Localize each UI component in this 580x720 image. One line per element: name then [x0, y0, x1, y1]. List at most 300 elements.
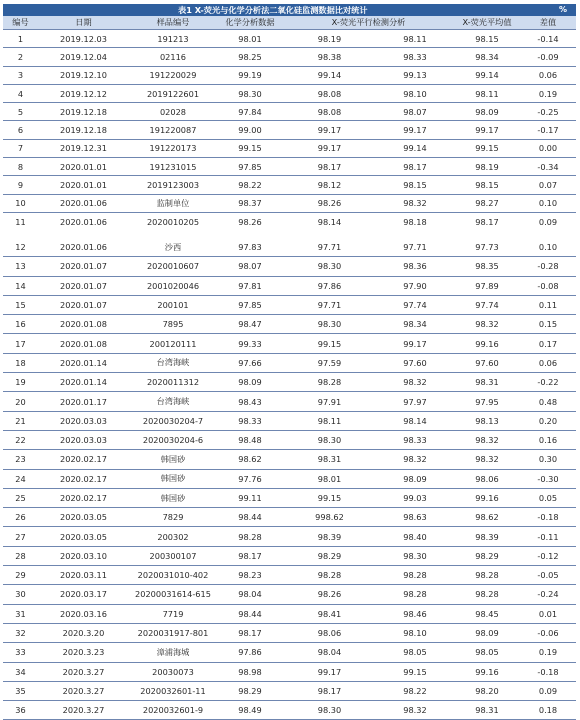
cell-index: 17	[3, 334, 38, 353]
cell-xrf-mean: 98.32	[454, 315, 520, 334]
cell-xrf-mean: 98.15	[454, 176, 520, 194]
cell-sample-id: 韩国砂	[129, 488, 217, 507]
cell-difference: 0.05	[520, 488, 576, 507]
cell-xrf-2: 98.40	[376, 527, 454, 546]
cell-xrf-1: 98.08	[283, 84, 376, 102]
cell-date: 2020.03.03	[38, 411, 129, 430]
cell-difference: -0.30	[520, 469, 576, 488]
cell-chemical: 97.84	[217, 103, 283, 121]
cell-date: 2020.03.11	[38, 566, 129, 585]
cell-index: 13	[3, 257, 38, 276]
cell-difference: 0.10	[520, 238, 576, 257]
table-row	[3, 334, 576, 353]
table-row	[3, 139, 576, 157]
cell-index: 31	[3, 604, 38, 623]
cell-xrf-mean: 97.95	[454, 392, 520, 411]
cell-date: 2020.01.08	[38, 334, 129, 353]
cell-sample-id: 02028	[129, 103, 217, 121]
cell-xrf-1: 98.39	[283, 527, 376, 546]
cell-xrf-1: 98.28	[283, 373, 376, 392]
cell-sample-id: 191220029	[129, 66, 217, 84]
cell-sample-id: 191231015	[129, 158, 217, 176]
cell-xrf-2: 98.33	[376, 48, 454, 66]
cell-xrf-mean: 98.31	[454, 373, 520, 392]
cell-xrf-1: 98.31	[283, 450, 376, 469]
cell-xrf-2: 98.32	[376, 701, 454, 720]
cell-date: 2019.12.03	[38, 30, 129, 48]
cell-sample-id: 191213	[129, 30, 217, 48]
cell-date: 2019.12.18	[38, 121, 129, 139]
cell-index: 25	[3, 488, 38, 507]
cell-date: 2020.03.16	[38, 604, 129, 623]
cell-difference: 0.18	[520, 701, 576, 720]
cell-xrf-mean: 98.17	[454, 212, 520, 230]
cell-sample-id: 200302	[129, 527, 217, 546]
cell-difference: 0.48	[520, 392, 576, 411]
cell-xrf-1: 98.04	[283, 643, 376, 662]
table-title: 表1 X-荧光与化学分析法二氧化硅监测数据比对统计	[178, 5, 368, 15]
cell-index: 23	[3, 450, 38, 469]
cell-index: 29	[3, 566, 38, 585]
table-row	[3, 194, 576, 212]
cell-sample-id: 沙西	[129, 238, 217, 257]
cell-xrf-2: 98.32	[376, 194, 454, 212]
cell-xrf-1: 97.86	[283, 276, 376, 295]
cell-xrf-mean: 99.16	[454, 488, 520, 507]
table-row	[3, 176, 576, 194]
cell-date: 2020.01.17	[38, 392, 129, 411]
cell-date: 2020.3.20	[38, 623, 129, 642]
cell-sample-id: 02116	[129, 48, 217, 66]
cell-xrf-mean: 98.11	[454, 84, 520, 102]
table-row	[3, 662, 576, 681]
cell-sample-id: 2020032601-9	[129, 701, 217, 720]
cell-xrf-2: 98.34	[376, 315, 454, 334]
cell-xrf-1: 98.41	[283, 604, 376, 623]
cell-xrf-2: 99.15	[376, 662, 454, 681]
cell-date: 2020.03.05	[38, 508, 129, 527]
cell-index: 3	[3, 66, 38, 84]
cell-difference: 0.06	[520, 353, 576, 372]
cell-xrf-1: 98.30	[283, 315, 376, 334]
cell-chemical: 98.48	[217, 430, 283, 449]
cell-chemical: 98.22	[217, 176, 283, 194]
cell-xrf-mean: 98.31	[454, 701, 520, 720]
cell-xrf-1: 99.15	[283, 488, 376, 507]
cell-xrf-mean: 98.32	[454, 430, 520, 449]
cell-difference: -0.18	[520, 662, 576, 681]
cell-difference: -0.34	[520, 158, 576, 176]
cell-xrf-2: 98.14	[376, 411, 454, 430]
cell-xrf-1: 98.38	[283, 48, 376, 66]
cell-date: 2019.12.10	[38, 66, 129, 84]
cell-chemical: 97.86	[217, 643, 283, 662]
cell-chemical: 98.26	[217, 212, 283, 230]
cell-xrf-1: 98.29	[283, 546, 376, 565]
table-row	[3, 158, 576, 176]
cell-difference: 0.20	[520, 411, 576, 430]
cell-xrf-mean: 98.27	[454, 194, 520, 212]
table-row	[3, 623, 576, 642]
cell-xrf-mean: 99.14	[454, 66, 520, 84]
cell-chemical: 98.23	[217, 566, 283, 585]
cell-difference: 0.00	[520, 139, 576, 157]
cell-chemical: 97.83	[217, 238, 283, 257]
cell-xrf-1: 98.30	[283, 257, 376, 276]
cell-xrf-1: 97.59	[283, 353, 376, 372]
cell-xrf-1: 98.30	[283, 701, 376, 720]
cell-xrf-mean: 98.09	[454, 623, 520, 642]
table-row	[3, 315, 576, 334]
cell-sample-id: 7719	[129, 604, 217, 623]
table-row	[3, 295, 576, 314]
cell-xrf-2: 97.74	[376, 295, 454, 314]
cell-xrf-2: 98.30	[376, 546, 454, 565]
cell-chemical: 99.33	[217, 334, 283, 353]
cell-difference: -0.09	[520, 48, 576, 66]
cell-xrf-2: 98.10	[376, 623, 454, 642]
cell-sample-id: 2020031010-402	[129, 566, 217, 585]
cell-index: 8	[3, 158, 38, 176]
cell-xrf-mean: 97.73	[454, 238, 520, 257]
cell-xrf-1: 99.17	[283, 121, 376, 139]
cell-chemical: 98.44	[217, 604, 283, 623]
cell-chemical: 98.62	[217, 450, 283, 469]
cell-xrf-1: 98.17	[283, 158, 376, 176]
cell-xrf-1: 98.06	[283, 623, 376, 642]
cell-sample-id: 2020031917-801	[129, 623, 217, 642]
cell-xrf-2: 99.14	[376, 139, 454, 157]
cell-xrf-mean: 98.15	[454, 30, 520, 48]
cell-date: 2020.02.17	[38, 469, 129, 488]
cell-xrf-mean: 98.29	[454, 546, 520, 565]
cell-sample-id: 2020030204-6	[129, 430, 217, 449]
cell-chemical: 98.29	[217, 681, 283, 700]
cell-sample-id: 韩国砂	[129, 450, 217, 469]
cell-xrf-1: 98.14	[283, 212, 376, 230]
cell-date: 2019.12.31	[38, 139, 129, 157]
cell-chemical: 97.76	[217, 469, 283, 488]
cell-date: 2020.02.17	[38, 450, 129, 469]
cell-xrf-mean: 98.28	[454, 585, 520, 604]
table-row	[3, 566, 576, 585]
cell-index: 36	[3, 701, 38, 720]
cell-xrf-2: 98.46	[376, 604, 454, 623]
cell-xrf-1: 98.12	[283, 176, 376, 194]
cell-difference: 0.07	[520, 176, 576, 194]
cell-sample-id: 2020010205	[129, 212, 217, 230]
cell-xrf-2: 98.15	[376, 176, 454, 194]
cell-sample-id: 200120111	[129, 334, 217, 353]
cell-difference: -0.28	[520, 257, 576, 276]
table-row	[3, 681, 576, 700]
cell-xrf-mean: 98.32	[454, 450, 520, 469]
cell-index: 7	[3, 139, 38, 157]
cell-sample-id: 台湾海峡	[129, 392, 217, 411]
cell-xrf-2: 98.07	[376, 103, 454, 121]
cell-date: 2020.3.27	[38, 701, 129, 720]
cell-date: 2020.01.07	[38, 257, 129, 276]
cell-index: 4	[3, 84, 38, 102]
header-xrf-mean: X-荧光平均值	[454, 16, 520, 30]
cell-chemical: 99.00	[217, 121, 283, 139]
cell-xrf-2: 98.17	[376, 158, 454, 176]
cell-xrf-2: 98.32	[376, 373, 454, 392]
cell-sample-id: 191220087	[129, 121, 217, 139]
cell-date: 2020.01.08	[38, 315, 129, 334]
cell-index: 22	[3, 430, 38, 449]
cell-sample-id: 2020010607	[129, 257, 217, 276]
cell-difference: -0.18	[520, 508, 576, 527]
cell-xrf-2: 98.18	[376, 212, 454, 230]
cell-xrf-1: 99.14	[283, 66, 376, 84]
table-row	[3, 546, 576, 565]
cell-index: 33	[3, 643, 38, 662]
cell-xrf-2: 98.11	[376, 30, 454, 48]
table-row	[3, 392, 576, 411]
cell-index: 14	[3, 276, 38, 295]
cell-xrf-mean: 98.09	[454, 103, 520, 121]
cell-chemical: 97.85	[217, 295, 283, 314]
table-row	[3, 373, 576, 392]
cell-date: 2019.12.12	[38, 84, 129, 102]
cell-date: 2020.3.23	[38, 643, 129, 662]
table-row	[3, 30, 576, 48]
cell-sample-id: 2020032601-11	[129, 681, 217, 700]
cell-sample-id: 2020011312	[129, 373, 217, 392]
header-sample-id: 样品编号	[129, 16, 217, 30]
cell-index: 32	[3, 623, 38, 642]
cell-xrf-1: 98.26	[283, 194, 376, 212]
cell-date: 2020.01.07	[38, 276, 129, 295]
cell-date: 2020.03.03	[38, 430, 129, 449]
cell-xrf-1: 98.01	[283, 469, 376, 488]
cell-chemical: 98.17	[217, 546, 283, 565]
cell-index: 20	[3, 392, 38, 411]
cell-xrf-2: 98.36	[376, 257, 454, 276]
cell-index: 5	[3, 103, 38, 121]
cell-difference: -0.12	[520, 546, 576, 565]
cell-chemical: 98.01	[217, 30, 283, 48]
table-row	[3, 276, 576, 295]
cell-difference: 0.01	[520, 604, 576, 623]
cell-chemical: 98.07	[217, 257, 283, 276]
cell-chemical: 98.37	[217, 194, 283, 212]
cell-xrf-2: 98.05	[376, 643, 454, 662]
cell-date: 2020.01.14	[38, 373, 129, 392]
table-row	[3, 585, 576, 604]
table-row	[3, 411, 576, 430]
cell-sample-id: 20200031614-615	[129, 585, 217, 604]
cell-xrf-mean: 99.17	[454, 121, 520, 139]
cell-index: 11	[3, 212, 38, 230]
header-difference: 差值	[520, 16, 576, 30]
cell-xrf-mean: 99.16	[454, 334, 520, 353]
cell-xrf-mean: 98.45	[454, 604, 520, 623]
cell-xrf-1: 97.91	[283, 392, 376, 411]
cell-sample-id: 7829	[129, 508, 217, 527]
cell-date: 2020.01.14	[38, 353, 129, 372]
cell-xrf-2: 99.17	[376, 334, 454, 353]
cell-difference: -0.25	[520, 103, 576, 121]
cell-xrf-mean: 98.06	[454, 469, 520, 488]
cell-index: 10	[3, 194, 38, 212]
cell-xrf-2: 98.32	[376, 450, 454, 469]
table-row	[3, 643, 576, 662]
table-row	[3, 353, 576, 372]
cell-index: 28	[3, 546, 38, 565]
cell-difference: -0.06	[520, 623, 576, 642]
cell-sample-id: 台湾海峡	[129, 353, 217, 372]
cell-chemical: 98.30	[217, 84, 283, 102]
table-row	[3, 488, 576, 507]
table-row	[3, 430, 576, 449]
cell-difference: -0.24	[520, 585, 576, 604]
cell-xrf-1: 98.08	[283, 103, 376, 121]
cell-index: 16	[3, 315, 38, 334]
table-row	[3, 84, 576, 102]
cell-difference: 0.09	[520, 681, 576, 700]
cell-index: 18	[3, 353, 38, 372]
cell-index: 12	[3, 238, 38, 257]
cell-xrf-mean: 98.34	[454, 48, 520, 66]
cell-index: 19	[3, 373, 38, 392]
cell-chemical: 98.98	[217, 662, 283, 681]
cell-chemical: 98.25	[217, 48, 283, 66]
cell-difference: 0.09	[520, 212, 576, 230]
cell-index: 34	[3, 662, 38, 681]
cell-xrf-2: 97.60	[376, 353, 454, 372]
cell-date: 2019.12.04	[38, 48, 129, 66]
cell-date: 2020.01.06	[38, 238, 129, 257]
table-row	[3, 48, 576, 66]
cell-difference: -0.11	[520, 527, 576, 546]
cell-xrf-2: 99.03	[376, 488, 454, 507]
cell-chemical: 99.11	[217, 488, 283, 507]
cell-xrf-mean: 98.19	[454, 158, 520, 176]
header-xrf-parallel: X-荧光平行检测分析	[283, 16, 454, 30]
cell-xrf-mean: 98.20	[454, 681, 520, 700]
cell-sample-id: 漳浦海城	[129, 643, 217, 662]
cell-xrf-2: 98.09	[376, 469, 454, 488]
cell-difference: 0.15	[520, 315, 576, 334]
cell-index: 27	[3, 527, 38, 546]
cell-sample-id: 200101	[129, 295, 217, 314]
cell-xrf-2: 98.10	[376, 84, 454, 102]
cell-xrf-2: 98.63	[376, 508, 454, 527]
cell-xrf-2: 98.28	[376, 566, 454, 585]
cell-xrf-1: 97.71	[283, 238, 376, 257]
cell-xrf-mean: 98.28	[454, 566, 520, 585]
cell-chemical: 99.15	[217, 139, 283, 157]
cell-xrf-1: 99.15	[283, 334, 376, 353]
table-row	[3, 450, 576, 469]
cell-index: 6	[3, 121, 38, 139]
unit-label: %	[559, 5, 568, 14]
cell-date: 2020.01.06	[38, 194, 129, 212]
cell-chemical: 97.81	[217, 276, 283, 295]
cell-difference: 0.30	[520, 450, 576, 469]
cell-xrf-mean: 98.13	[454, 411, 520, 430]
cell-sample-id: 韩国砂	[129, 469, 217, 488]
table-row	[3, 121, 576, 139]
cell-xrf-mean: 97.74	[454, 295, 520, 314]
cell-xrf-2: 98.22	[376, 681, 454, 700]
cell-chemical: 98.28	[217, 527, 283, 546]
cell-xrf-2: 97.90	[376, 276, 454, 295]
cell-xrf-1: 98.28	[283, 566, 376, 585]
cell-xrf-1: 98.17	[283, 681, 376, 700]
table-row	[3, 469, 576, 488]
cell-date: 2020.01.01	[38, 176, 129, 194]
cell-sample-id: 191220173	[129, 139, 217, 157]
cell-date: 2020.01.06	[38, 212, 129, 230]
table-break	[3, 229, 576, 237]
cell-xrf-1: 98.19	[283, 30, 376, 48]
data-table-part-1	[3, 16, 576, 231]
cell-difference: -0.08	[520, 276, 576, 295]
cell-difference: 0.16	[520, 430, 576, 449]
cell-xrf-1: 97.71	[283, 295, 376, 314]
cell-xrf-2: 98.28	[376, 585, 454, 604]
cell-difference: 0.19	[520, 84, 576, 102]
header-row	[3, 16, 576, 30]
cell-xrf-2: 99.17	[376, 121, 454, 139]
cell-sample-id: 2019122601	[129, 84, 217, 102]
cell-index: 9	[3, 176, 38, 194]
cell-index: 30	[3, 585, 38, 604]
cell-xrf-mean: 99.16	[454, 662, 520, 681]
cell-index: 26	[3, 508, 38, 527]
cell-difference: 0.19	[520, 643, 576, 662]
cell-date: 2020.03.10	[38, 546, 129, 565]
cell-xrf-1: 98.26	[283, 585, 376, 604]
cell-xrf-2: 98.33	[376, 430, 454, 449]
cell-chemical: 98.09	[217, 373, 283, 392]
cell-xrf-2: 99.13	[376, 66, 454, 84]
cell-sample-id: 20030073	[129, 662, 217, 681]
cell-index: 35	[3, 681, 38, 700]
cell-chemical: 97.66	[217, 353, 283, 372]
cell-chemical: 98.43	[217, 392, 283, 411]
table-row	[3, 66, 576, 84]
cell-xrf-mean: 97.60	[454, 353, 520, 372]
cell-chemical: 98.47	[217, 315, 283, 334]
data-table-part-2	[3, 238, 576, 720]
cell-chemical: 98.04	[217, 585, 283, 604]
header-index: 编号	[3, 16, 38, 30]
cell-xrf-mean: 98.39	[454, 527, 520, 546]
cell-xrf-2: 97.71	[376, 238, 454, 257]
cell-date: 2020.3.27	[38, 681, 129, 700]
cell-chemical: 98.17	[217, 623, 283, 642]
cell-xrf-mean: 98.62	[454, 508, 520, 527]
table-row	[3, 508, 576, 527]
cell-difference: 0.10	[520, 194, 576, 212]
cell-difference: -0.17	[520, 121, 576, 139]
cell-xrf-mean: 99.15	[454, 139, 520, 157]
table-row	[3, 527, 576, 546]
cell-xrf-2: 97.97	[376, 392, 454, 411]
cell-sample-id: 200300107	[129, 546, 217, 565]
cell-sample-id: 7895	[129, 315, 217, 334]
cell-chemical: 98.49	[217, 701, 283, 720]
cell-sample-id: 2020030204-7	[129, 411, 217, 430]
cell-xrf-mean: 98.05	[454, 643, 520, 662]
cell-sample-id: 监制单位	[129, 194, 217, 212]
cell-date: 2020.03.05	[38, 527, 129, 546]
cell-index: 15	[3, 295, 38, 314]
